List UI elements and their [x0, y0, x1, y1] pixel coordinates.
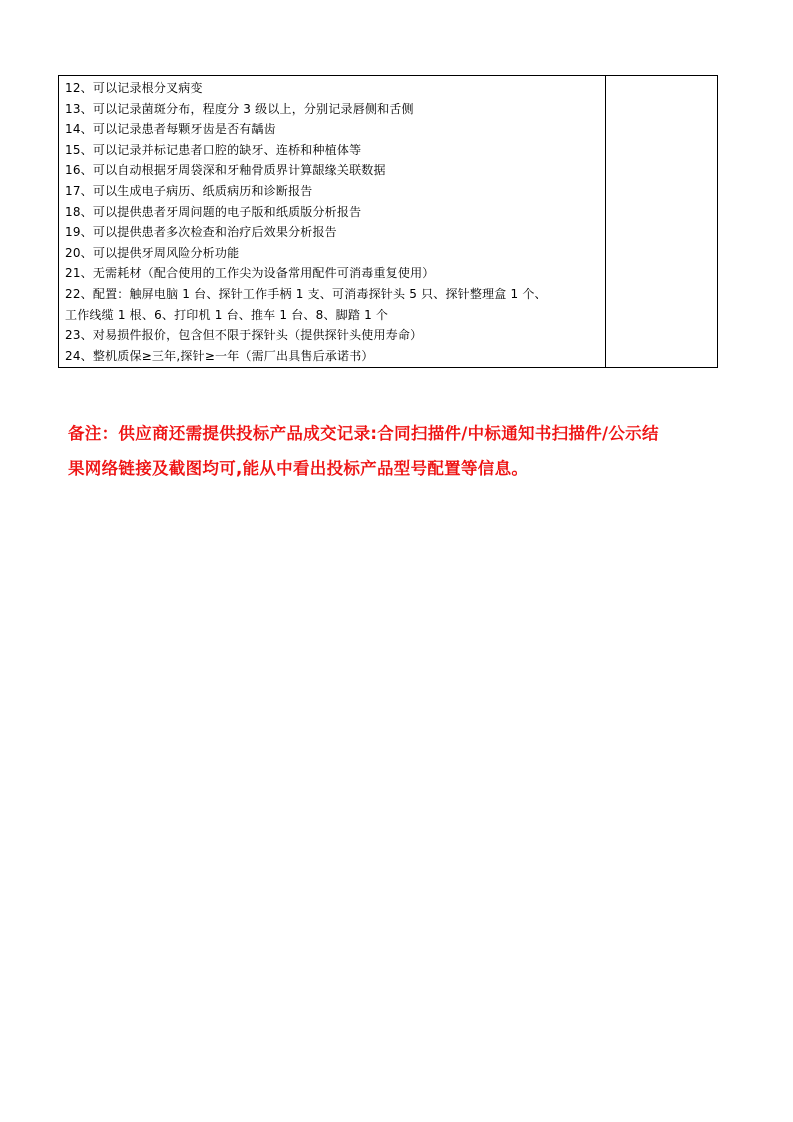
table-row	[59, 76, 718, 368]
list-item: 工作线缆 1 根、6、打印机 1 台、推车 1 台、8、脚踏 1 个	[65, 307, 389, 322]
list-item: 18、可以提供患者牙周问题的电子版和纸质版分析报告	[65, 204, 362, 219]
list-item: 19、可以提供患者多次检查和治疗后效果分析报告	[65, 225, 337, 240]
remark-note	[68, 416, 748, 486]
remark-note-line: 备注：供应商还需提供投标产品成交记录:合同扫描件/中标通知书扫描件/公示结	[68, 424, 659, 443]
list-item: 22、配置：触屏电脑 1 台、探针工作手柄 1 支、可消毒探针头 5 只、探针整理盒 1 个、	[65, 286, 547, 301]
spec-requirements-cell	[59, 76, 606, 368]
list-item: 20、可以提供牙周风险分析功能	[65, 245, 240, 260]
list-item: 16、可以自动根据牙周袋深和牙釉骨质界计算龈缘关联数据	[65, 163, 386, 178]
list-item: 17、可以生成电子病历、纸质病历和诊断报告	[65, 183, 313, 198]
spec-list	[59, 76, 605, 366]
list-item: 24、整机质保≥三年,探针≥一年（需厂出具售后承诺书）	[65, 348, 374, 363]
list-item: 21、无需耗材（配合使用的工作尖为设备常用配件可消毒重复使用）	[65, 266, 435, 281]
empty-cell	[606, 76, 718, 368]
list-item: 23、对易损件报价，包含但不限于探针头（提供探针头使用寿命）	[65, 328, 423, 343]
list-item: 14、可以记录患者每颗牙齿是否有龋齿	[65, 122, 276, 137]
spec-table	[58, 75, 718, 368]
list-item: 12、可以记录根分叉病变	[65, 81, 203, 95]
list-item: 13、可以记录菌斑分布，程度分 3 级以上，分别记录唇侧和舌侧	[65, 101, 414, 116]
list-item: 15、可以记录并标记患者口腔的缺牙、连桥和种植体等	[65, 142, 362, 157]
remark-note-line: 果网络链接及截图均可,能从中看出投标产品型号配置等信息。	[68, 459, 529, 478]
